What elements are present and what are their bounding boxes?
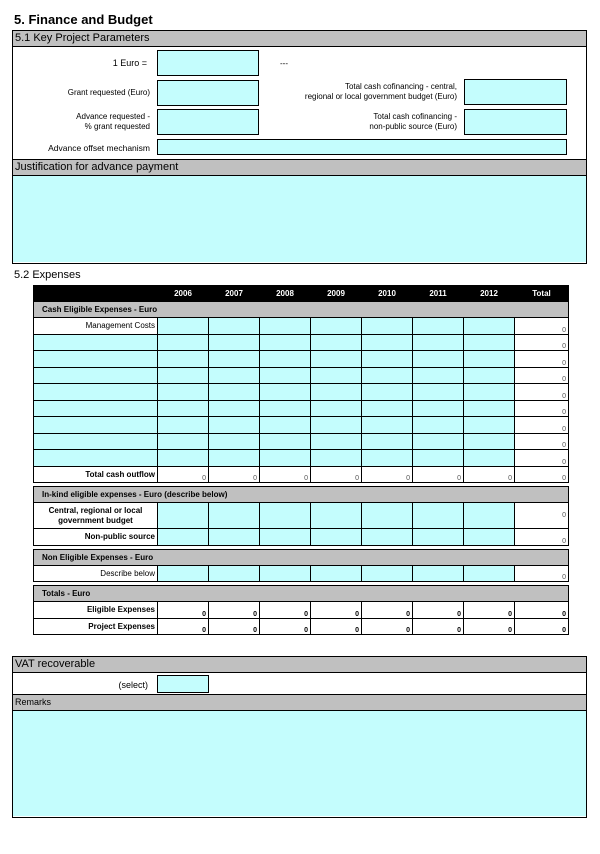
- expense-cell[interactable]: [362, 334, 413, 351]
- vat-select[interactable]: [157, 675, 209, 693]
- expense-label-cell[interactable]: [34, 400, 158, 417]
- expense-cell[interactable]: [209, 565, 260, 582]
- expense-cell[interactable]: [260, 503, 311, 529]
- expense-cell[interactable]: [311, 367, 362, 384]
- expense-cell[interactable]: [311, 503, 362, 529]
- year-2009: 2009: [311, 286, 362, 302]
- expense-cell[interactable]: [311, 384, 362, 401]
- expense-cell[interactable]: [413, 351, 464, 368]
- total-cell: 0: [515, 618, 569, 635]
- row-total: 0: [515, 450, 569, 467]
- row-total: 0: [515, 503, 569, 529]
- expense-cell[interactable]: [464, 450, 515, 467]
- grant-requested-input[interactable]: [157, 80, 259, 106]
- expense-cell[interactable]: [413, 450, 464, 467]
- expense-cell[interactable]: [158, 417, 209, 434]
- expense-cell[interactable]: [260, 334, 311, 351]
- describe-below-label: Describe below: [34, 565, 158, 582]
- expense-cell[interactable]: [413, 417, 464, 434]
- expense-cell[interactable]: [311, 529, 362, 546]
- table-row: [34, 351, 569, 368]
- expense-cell[interactable]: [362, 400, 413, 417]
- vat-select-label: (select): [118, 680, 148, 690]
- expense-cell[interactable]: [464, 367, 515, 384]
- expense-cell[interactable]: [413, 503, 464, 529]
- total-cell: 0: [464, 602, 515, 619]
- table-row: [34, 433, 569, 450]
- table-row: [34, 384, 569, 401]
- expense-cell[interactable]: [362, 503, 413, 529]
- expense-cell[interactable]: [260, 529, 311, 546]
- expense-cell[interactable]: [260, 318, 311, 335]
- total-cell: 0: [209, 602, 260, 619]
- expense-cell[interactable]: [158, 433, 209, 450]
- expense-cell[interactable]: [260, 450, 311, 467]
- total-cell: 0: [515, 602, 569, 619]
- total-header: Total: [515, 286, 569, 302]
- noneligible-section-title: Non Eligible Expenses - Euro: [34, 549, 569, 565]
- total-cell: 0: [362, 466, 413, 483]
- totals-section-row: [34, 586, 569, 602]
- expense-cell[interactable]: [464, 334, 515, 351]
- expense-cell[interactable]: [464, 529, 515, 546]
- inkind-section-title: In-kind eligible expenses - Euro (describe below): [34, 487, 569, 503]
- total-cell: 0: [311, 602, 362, 619]
- inkind-nonpublic-row: [34, 529, 569, 546]
- expense-cell[interactable]: [158, 367, 209, 384]
- total-cell: 0: [209, 618, 260, 635]
- expense-cell[interactable]: [209, 384, 260, 401]
- expense-cell[interactable]: [158, 565, 209, 582]
- expense-cell[interactable]: [209, 351, 260, 368]
- expense-cell[interactable]: [464, 503, 515, 529]
- cofinancing-gov-label: Total cash cofinancing - central, regional or local government budget (Euro): [304, 82, 457, 101]
- expenses-table: [33, 285, 569, 635]
- expense-cell[interactable]: [260, 384, 311, 401]
- expense-cell[interactable]: [209, 334, 260, 351]
- expense-cell[interactable]: [311, 400, 362, 417]
- expense-cell[interactable]: [413, 400, 464, 417]
- expense-cell[interactable]: [413, 318, 464, 335]
- expense-cell[interactable]: [260, 367, 311, 384]
- expense-cell[interactable]: [158, 318, 209, 335]
- expense-cell[interactable]: [464, 433, 515, 450]
- table-row: [34, 417, 569, 434]
- advance-offset-label: Advance offset mechanism: [48, 143, 150, 153]
- expense-cell[interactable]: [413, 529, 464, 546]
- total-cell: 0: [515, 466, 569, 483]
- vat-header: VAT recoverable: [13, 657, 586, 673]
- cash-section-row: [34, 302, 569, 318]
- page-title: 5. Finance and Budget: [14, 12, 153, 27]
- totals-section-title: Totals - Euro: [34, 586, 569, 602]
- row-total: 0: [515, 318, 569, 335]
- expense-cell[interactable]: [311, 334, 362, 351]
- expense-cell[interactable]: [464, 565, 515, 582]
- row-total: 0: [515, 433, 569, 450]
- expense-cell[interactable]: [158, 450, 209, 467]
- total-cell: 0: [362, 602, 413, 619]
- total-cash-outflow-row: [34, 466, 569, 483]
- cofinancing-gov-input[interactable]: [464, 79, 567, 105]
- expense-cell[interactable]: [158, 384, 209, 401]
- eligible-expenses-row: [34, 602, 569, 619]
- expense-cell[interactable]: [362, 351, 413, 368]
- expense-cell[interactable]: [209, 529, 260, 546]
- table-row: [34, 334, 569, 351]
- expense-cell[interactable]: [311, 318, 362, 335]
- expense-cell[interactable]: [413, 334, 464, 351]
- row-total: 0: [515, 367, 569, 384]
- grant-requested-label: Grant requested (Euro): [67, 88, 150, 97]
- expense-cell[interactable]: [311, 417, 362, 434]
- row-total: 0: [515, 334, 569, 351]
- expense-cell[interactable]: [158, 351, 209, 368]
- expense-cell[interactable]: [413, 367, 464, 384]
- row-total: 0: [515, 351, 569, 368]
- expense-cell[interactable]: [260, 433, 311, 450]
- expense-cell[interactable]: [362, 367, 413, 384]
- expense-cell[interactable]: [209, 318, 260, 335]
- expense-cell[interactable]: [464, 400, 515, 417]
- expense-cell[interactable]: [464, 351, 515, 368]
- justification-header: Justification for advance payment: [13, 160, 586, 176]
- year-2011: 2011: [413, 286, 464, 302]
- expense-cell[interactable]: [311, 565, 362, 582]
- expense-cell[interactable]: [311, 433, 362, 450]
- remarks-panel: [12, 695, 587, 818]
- expense-cell[interactable]: [209, 433, 260, 450]
- total-cell: 0: [260, 466, 311, 483]
- expense-cell[interactable]: [413, 384, 464, 401]
- total-cell: 0: [209, 466, 260, 483]
- expense-cell[interactable]: [362, 565, 413, 582]
- expense-cell[interactable]: [260, 417, 311, 434]
- expense-cell[interactable]: [362, 450, 413, 467]
- inkind-nonpublic-label: Non-public source: [34, 529, 158, 546]
- expense-label-cell[interactable]: [34, 433, 158, 450]
- expense-cell[interactable]: [260, 351, 311, 368]
- total-cell: 0: [362, 618, 413, 635]
- expense-cell[interactable]: [209, 367, 260, 384]
- year-2012: 2012: [464, 286, 515, 302]
- row-total: 0: [515, 565, 569, 582]
- total-cell: 0: [311, 466, 362, 483]
- advance-requested-label: Advance requested - % grant requested: [76, 112, 150, 131]
- row-total: 0: [515, 529, 569, 546]
- inkind-gov-label: Central, regional or local government budget: [34, 503, 158, 529]
- cofinancing-nonpublic-label: Total cash cofinancing - non-public source (Euro): [369, 112, 457, 131]
- remarks-textarea[interactable]: [13, 711, 586, 816]
- key-params-header: 5.1 Key Project Parameters: [13, 31, 586, 47]
- total-cash-outflow-label: Total cash outflow: [34, 466, 158, 483]
- total-cell: 0: [413, 618, 464, 635]
- total-cell: 0: [464, 466, 515, 483]
- expense-cell[interactable]: [311, 450, 362, 467]
- table-row: [34, 450, 569, 467]
- year-header-row: [34, 286, 569, 302]
- cash-section-title: Cash Eligible Expenses - Euro: [34, 302, 569, 318]
- total-cell: 0: [464, 618, 515, 635]
- expense-cell[interactable]: [260, 400, 311, 417]
- total-cell: 0: [413, 602, 464, 619]
- total-cell: 0: [311, 618, 362, 635]
- total-cell: 0: [413, 466, 464, 483]
- expense-cell[interactable]: [260, 565, 311, 582]
- expense-cell[interactable]: [362, 433, 413, 450]
- expense-cell[interactable]: [464, 384, 515, 401]
- justification-textarea[interactable]: [13, 176, 586, 262]
- year-2007: 2007: [209, 286, 260, 302]
- year-2006: 2006: [158, 286, 209, 302]
- expense-label-cell[interactable]: [34, 384, 158, 401]
- expense-label-cell[interactable]: [34, 351, 158, 368]
- expense-cell[interactable]: [158, 529, 209, 546]
- total-cell: 0: [260, 602, 311, 619]
- expense-cell[interactable]: [158, 400, 209, 417]
- total-cell: 0: [158, 602, 209, 619]
- management-costs-label: Management Costs: [34, 318, 158, 335]
- expenses-title: 5.2 Expenses: [14, 269, 81, 281]
- total-cell: 0: [158, 466, 209, 483]
- remarks-header: Remarks: [13, 695, 586, 711]
- expense-cell[interactable]: [413, 565, 464, 582]
- year-2010: 2010: [362, 286, 413, 302]
- expense-cell[interactable]: [362, 318, 413, 335]
- currency-placeholder: ---: [280, 59, 288, 68]
- table-row: [34, 367, 569, 384]
- row-total: 0: [515, 384, 569, 401]
- inkind-gov-row: [34, 503, 569, 529]
- expense-label-cell[interactable]: [34, 334, 158, 351]
- expense-cell[interactable]: [209, 503, 260, 529]
- expense-label-cell[interactable]: [34, 417, 158, 434]
- expense-label-cell[interactable]: [34, 450, 158, 467]
- expense-cell[interactable]: [413, 433, 464, 450]
- expense-cell[interactable]: [209, 417, 260, 434]
- row-total: 0: [515, 417, 569, 434]
- expense-cell[interactable]: [311, 351, 362, 368]
- exchange-rate-input[interactable]: [157, 50, 259, 76]
- total-cell: 0: [260, 618, 311, 635]
- year-2008: 2008: [260, 286, 311, 302]
- expense-cell[interactable]: [209, 400, 260, 417]
- inkind-section-row: [34, 487, 569, 503]
- eligible-expenses-label: Eligible Expenses: [34, 602, 158, 619]
- expense-cell[interactable]: [362, 417, 413, 434]
- justification-panel: [12, 160, 587, 264]
- noneligible-section-row: [34, 549, 569, 565]
- expense-label-cell[interactable]: [34, 367, 158, 384]
- table-row: [34, 400, 569, 417]
- project-expenses-label: Project Expenses: [34, 618, 158, 635]
- advance-offset-input[interactable]: [157, 139, 567, 155]
- expense-cell[interactable]: [158, 503, 209, 529]
- table-row: [34, 318, 569, 335]
- project-expenses-row: [34, 618, 569, 635]
- expense-cell[interactable]: [158, 334, 209, 351]
- one-euro-label: 1 Euro =: [112, 58, 147, 68]
- expense-cell[interactable]: [464, 318, 515, 335]
- row-total: 0: [515, 400, 569, 417]
- cofinancing-nonpublic-input[interactable]: [464, 109, 567, 135]
- expense-cell[interactable]: [209, 450, 260, 467]
- expense-cell[interactable]: [464, 417, 515, 434]
- expense-cell[interactable]: [362, 529, 413, 546]
- expense-cell[interactable]: [362, 384, 413, 401]
- total-cell: 0: [158, 618, 209, 635]
- describe-below-row: [34, 565, 569, 582]
- advance-requested-input[interactable]: [157, 109, 259, 135]
